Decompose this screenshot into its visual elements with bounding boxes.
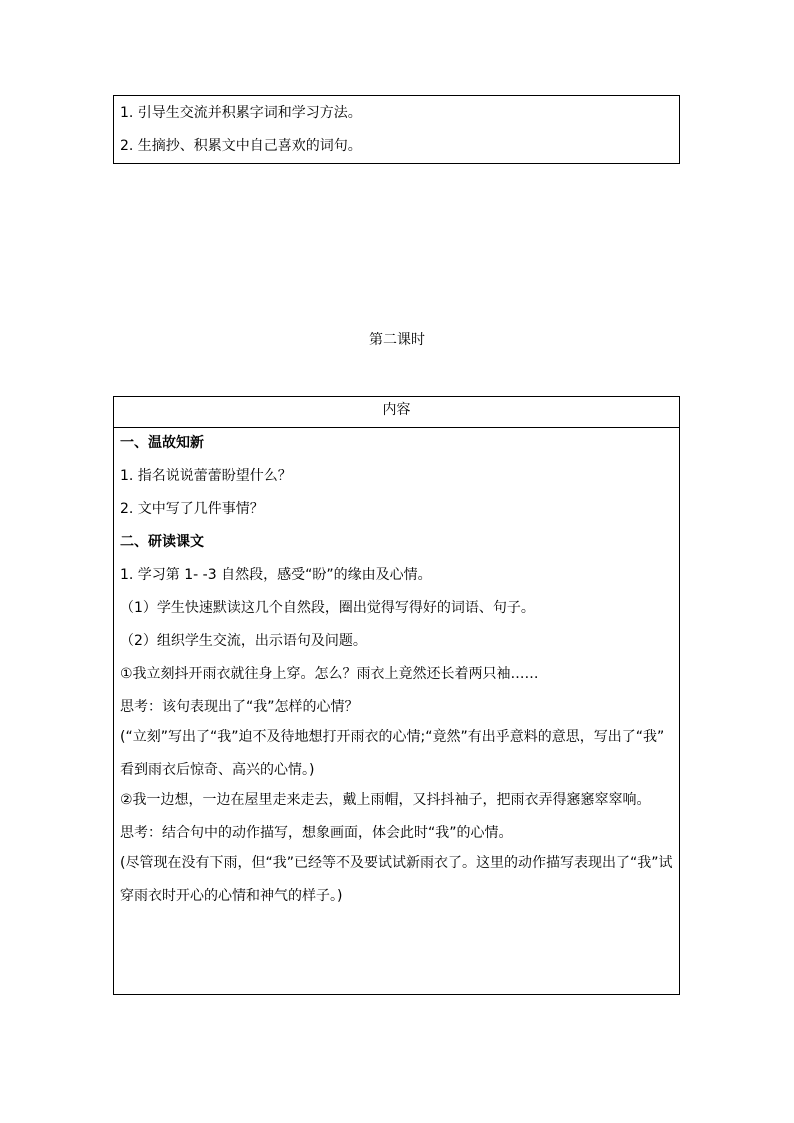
top-line-1: 1. 引导生交流并积累字词和学习方法。 [120,105,362,121]
quote-2: ②我一边想，一边在屋里走来走去，戴上雨帽，又抖抖袖子，把雨衣弄得窸窸窣窣响。 [120,792,651,808]
study-substep-2: （2）组织学生交流，出示语句及问题。 [120,633,367,649]
quote-1: ①我立刻抖开雨衣就往身上穿。怎么？雨衣上竟然还长着两只袖…… [120,666,539,682]
study-step-1: 1. 学习第 1- -3 自然段，感受“盼”的缘由及心情。 [120,567,432,583]
section-heading-review: 一、温故知新 [120,435,204,451]
study-substep-1: （1）学生快速默读这几个自然段，圈出觉得写得好的词语、句子。 [120,600,535,616]
review-question-2: 2. 文中写了几件事情？ [120,501,264,517]
answer-1-part-2: 看到雨衣后惊奇、高兴的心情。) [120,762,315,778]
top-table-box [113,95,680,164]
content-table-body [114,428,679,909]
answer-1-part-1: (“立刻”写出了“我”迫不及待地想打开雨衣的心情;“竟然”有出乎意料的意思，写出了“我” [120,729,665,745]
answer-2-part-2: 穿雨衣时开心的心情和神气的样子。) [120,888,343,904]
content-table-header: 内容 [114,397,679,428]
session-title: 第二课时 [369,332,425,348]
content-table [113,396,680,995]
section-heading-study: 二、研读课文 [120,534,204,550]
answer-2-part-1: (尽管现在没有下雨，但“我”已经等不及要试试新雨衣了。这里的动作描写表现出了“我”试 [120,855,673,871]
think-question-1: 思考：该句表现出了“我”怎样的心情？ [120,699,359,715]
think-question-2: 思考：结合句中的动作描写，想象画面，体会此时“我”的心情。 [120,825,513,841]
review-question-1: 1. 指名说说蕾蕾盼望什么？ [120,468,292,484]
top-line-2: 2. 生摘抄、积累文中自己喜欢的词句。 [120,138,362,154]
